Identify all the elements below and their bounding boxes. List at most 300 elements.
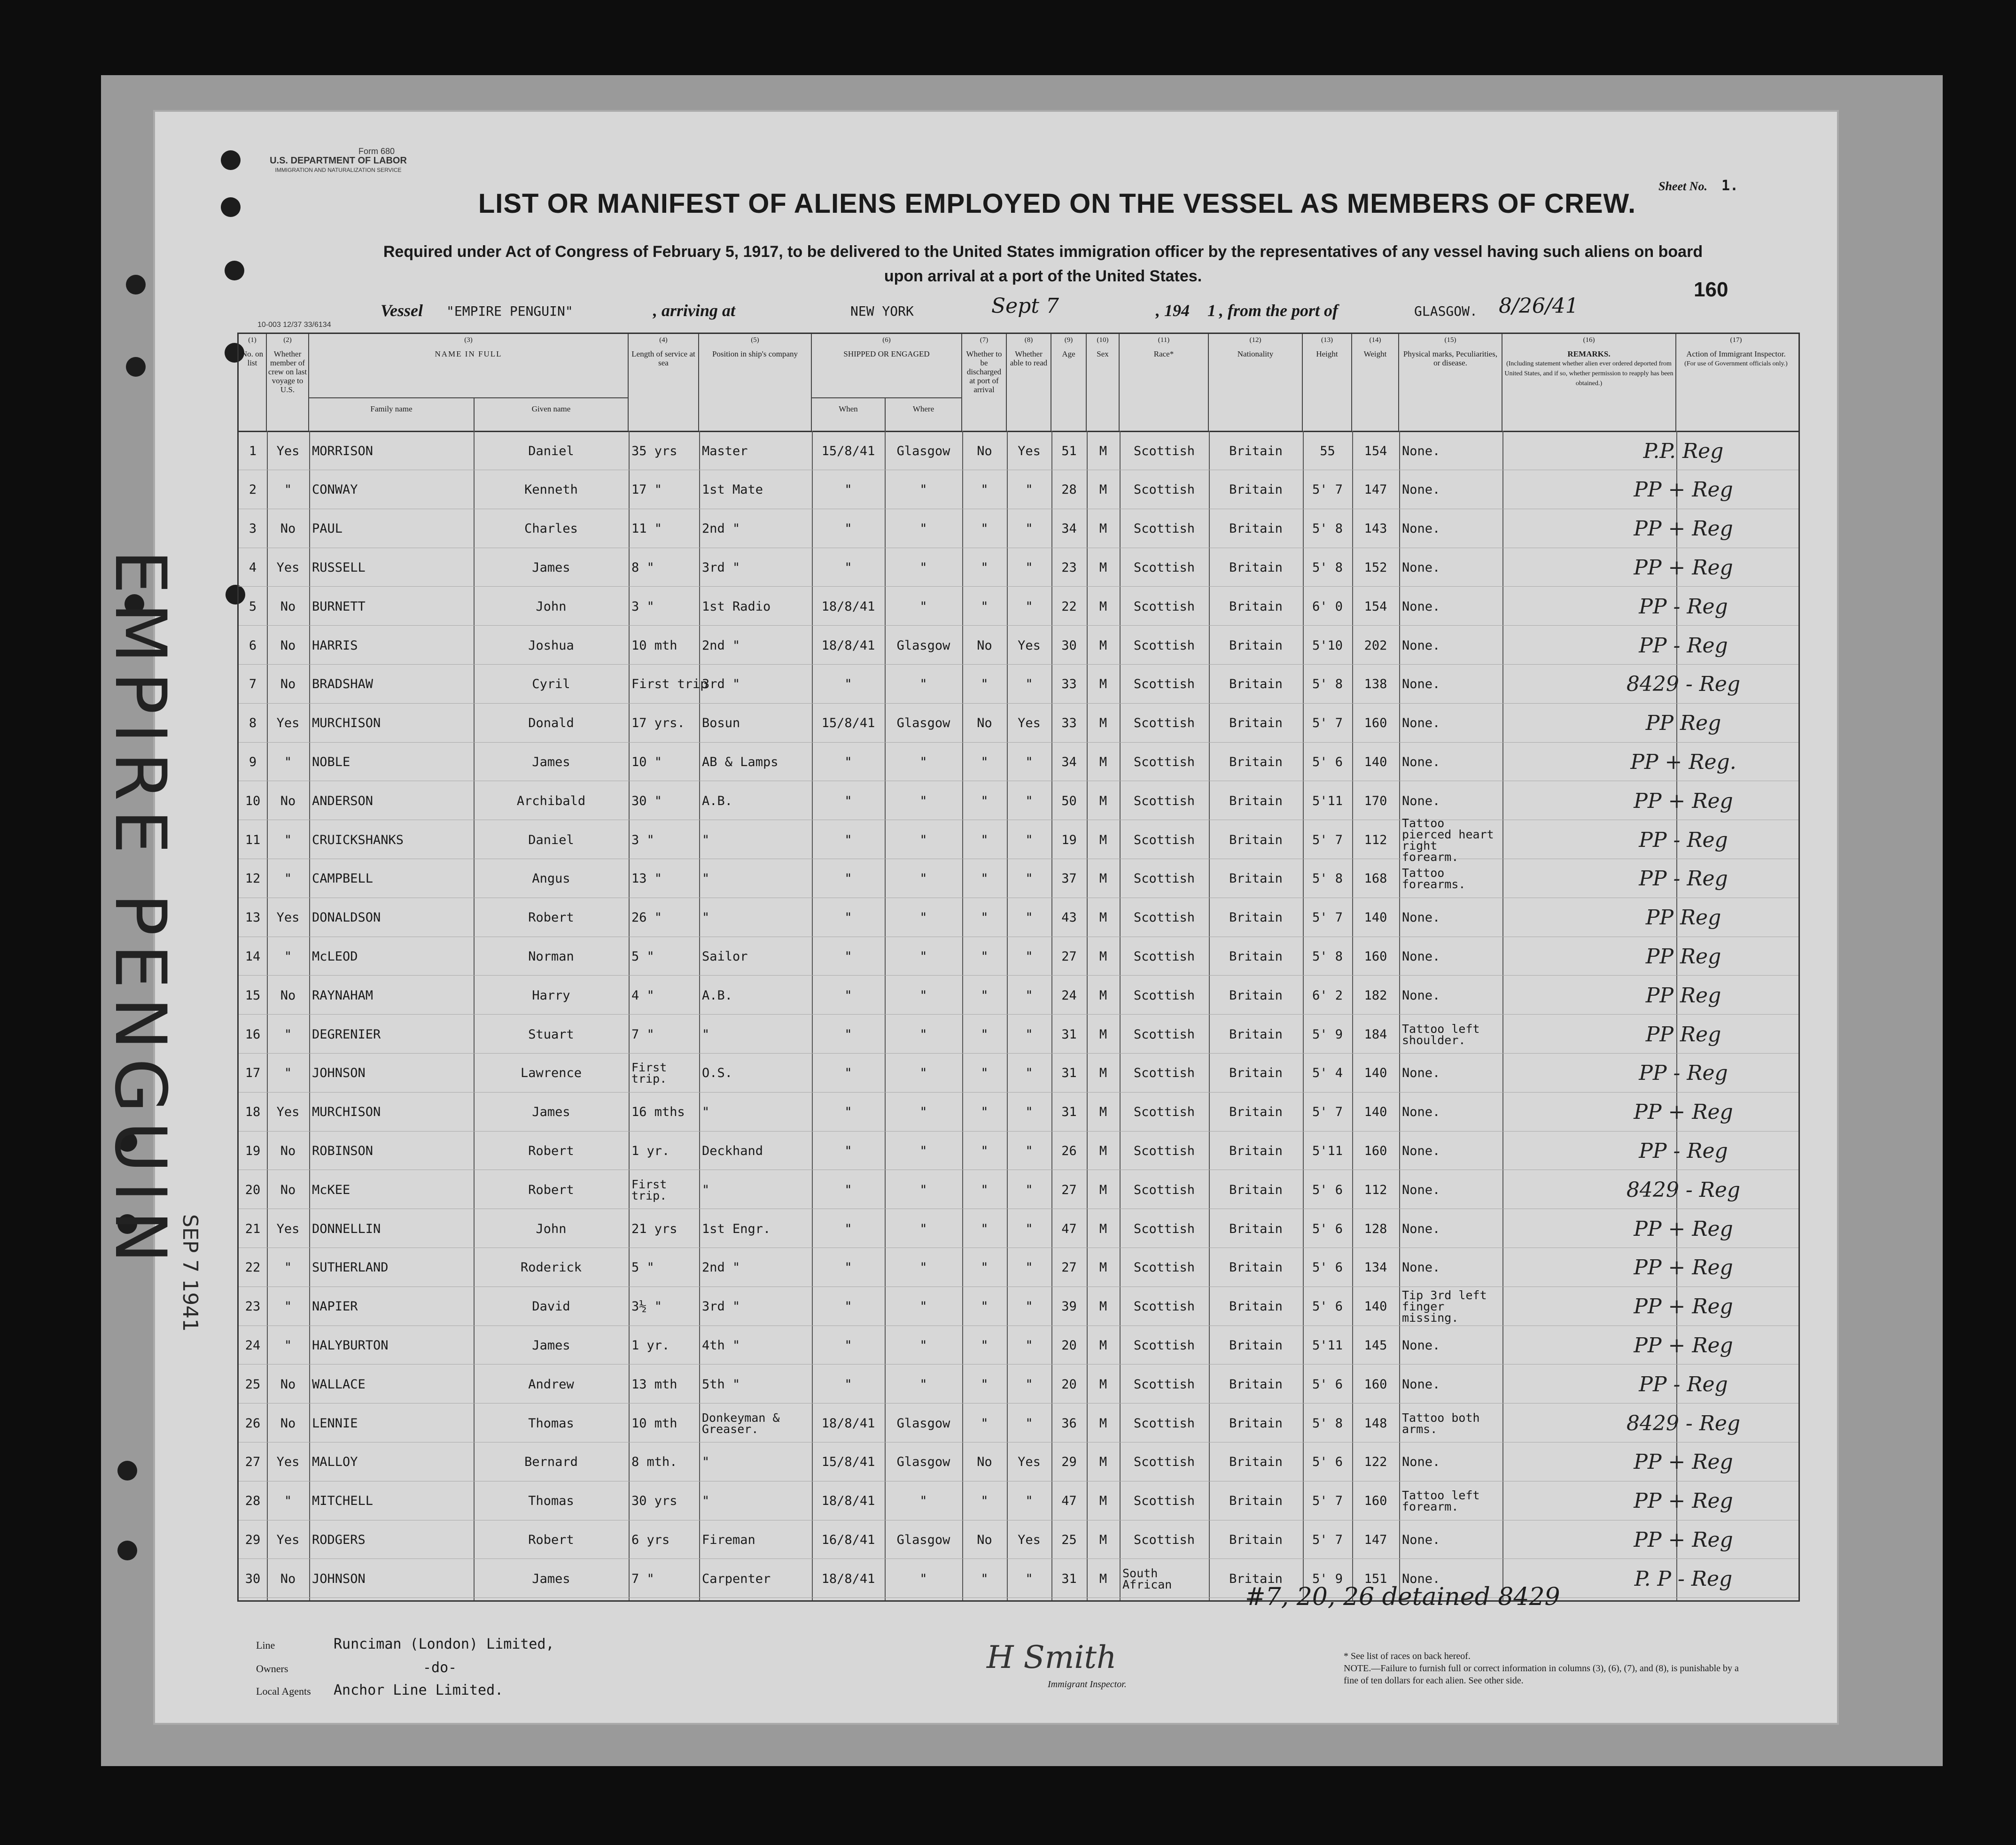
punch-hole	[126, 275, 146, 295]
cell-read: "	[1025, 1027, 1033, 1042]
cell-when: "	[844, 1066, 852, 1081]
form-header-block	[263, 147, 413, 175]
document-title: LIST OR MANIFEST OF ALIENS EMPLOYED ON THE VESSEL AS MEMBERS OF CREW.	[478, 188, 1636, 219]
cell-age: 27	[1061, 949, 1077, 964]
cell-service: 8 mth.	[631, 1455, 677, 1470]
cell-given: Thomas	[528, 1494, 574, 1509]
cell-nat: Britain	[1229, 793, 1283, 808]
cell-marks: None.	[1402, 949, 1440, 964]
header-remarks-note: (Including statement whether alien ever ordered deported from United States, and if so, whether permission to reapply has been obtained.)	[1504, 360, 1674, 387]
cell-disch: "	[981, 1105, 989, 1120]
cell-nat: Britain	[1229, 1377, 1283, 1392]
cell-last: No	[280, 988, 296, 1003]
cell-height: 5'10	[1312, 638, 1343, 653]
cell-age: 29	[1061, 1455, 1077, 1470]
cell-race: Scottish	[1133, 910, 1195, 925]
cell-nat: Britain	[1229, 1105, 1283, 1120]
cell-service: First trip	[631, 677, 708, 692]
cell-nat: Britain	[1229, 677, 1283, 692]
header-position	[699, 334, 812, 431]
cell-when: 18/8/41	[821, 1571, 875, 1586]
cell-no: 17	[245, 1066, 261, 1081]
header-label: Whether member of crew on last voyage to U.S.	[268, 349, 307, 394]
cell-age: 31	[1061, 1066, 1077, 1081]
cell-disch: "	[981, 1338, 989, 1353]
cell-marks: None.	[1402, 1532, 1440, 1547]
cell-height: 55	[1320, 443, 1335, 458]
cell-height: 5' 6	[1312, 1377, 1343, 1392]
cell-family: CONWAY	[312, 482, 358, 497]
header-label: REMARKS.	[1567, 349, 1611, 358]
cell-disch: "	[981, 1027, 989, 1042]
detained-annotation: #7, 20, 26 detained 8429	[1245, 1583, 1560, 1611]
cell-read: "	[1025, 793, 1033, 808]
cell-nat: Britain	[1229, 988, 1283, 1003]
cell-service: First trip.	[631, 1177, 667, 1202]
cell-nat: Britain	[1229, 521, 1283, 536]
cell-age: 20	[1061, 1377, 1077, 1392]
cell-nat: Britain	[1229, 1066, 1283, 1081]
header-label: Height	[1316, 349, 1338, 358]
cell-family: BURNETT	[312, 599, 366, 614]
cell-read: "	[1025, 1416, 1033, 1431]
cell-when: "	[844, 988, 852, 1003]
cell-last: Yes	[276, 1105, 300, 1120]
cell-where: Glasgow	[896, 716, 950, 731]
cell-marks: None.	[1402, 599, 1440, 614]
cell-height: 5' 8	[1312, 1416, 1343, 1431]
cell-disch: "	[981, 1260, 989, 1275]
cell-sex: M	[1099, 1532, 1107, 1547]
cell-family: CAMPBELL	[312, 871, 374, 886]
cell-weight: 147	[1364, 482, 1387, 497]
cell-race: Scottish	[1133, 1221, 1195, 1236]
cell-nat: Britain	[1229, 599, 1283, 614]
cell-race: Scottish	[1133, 871, 1195, 886]
cell-height: 5' 7	[1312, 832, 1343, 847]
cell-sex: M	[1099, 1066, 1107, 1081]
cell-when: "	[844, 754, 852, 769]
cell-last: "	[284, 1027, 292, 1042]
cell-last: Yes	[276, 1532, 300, 1547]
cell-last: No	[280, 599, 296, 614]
cell-marks: None.	[1402, 1455, 1440, 1470]
cell-where: "	[919, 1299, 927, 1314]
cell-weight: 154	[1364, 599, 1387, 614]
cell-sex: M	[1099, 988, 1107, 1003]
cell-no: 14	[245, 949, 261, 964]
cell-race: Scottish	[1133, 599, 1195, 614]
header-label: Race*	[1153, 349, 1174, 358]
footer-note	[1344, 1650, 1752, 1687]
cell-nat: Britain	[1229, 1221, 1283, 1236]
cell-where: "	[919, 1571, 927, 1586]
cell-where: "	[919, 754, 927, 769]
cell-height: 5' 7	[1312, 1494, 1343, 1509]
cell-marks: None.	[1402, 1105, 1440, 1120]
document-subtitle: Required under Act of Congress of February 5, 1917, to be delivered to the United States immigration officer by the representatives of any vessel having such aliens on board upon arrival at a port of the United States.	[383, 243, 1703, 285]
cell-family: RAYNAHAM	[312, 988, 374, 1003]
cell-marks: Tip 3rd left finger missing.	[1402, 1288, 1487, 1325]
cell-height: 5' 9	[1312, 1571, 1343, 1586]
arrival-date-handwritten: Sept 7	[991, 294, 1059, 318]
cell-given: James	[532, 560, 570, 575]
cell-family: JOHNSON	[312, 1571, 366, 1586]
cell-where: "	[919, 1260, 927, 1275]
header-index: (7)	[980, 336, 989, 344]
cell-nat: Britain	[1229, 1416, 1283, 1431]
cell-no: 4	[249, 560, 257, 575]
cell-service: 21 yrs	[631, 1221, 677, 1236]
cell-given: Joshua	[528, 638, 574, 653]
from-date-handwritten: 8/26/41	[1499, 294, 1579, 318]
table-row	[239, 1094, 1798, 1132]
cell-last: "	[284, 754, 292, 769]
cell-marks: Tattoo forearms.	[1402, 866, 1466, 891]
cell-nat: Britain	[1229, 1143, 1283, 1158]
cell-height: 6' 2	[1312, 988, 1343, 1003]
cell-when: 18/8/41	[821, 1416, 875, 1431]
cell-when: "	[844, 482, 852, 497]
cell-age: 26	[1061, 1143, 1077, 1158]
cell-weight: 160	[1364, 716, 1387, 731]
cell-last: Yes	[276, 716, 300, 731]
cell-weight: 184	[1364, 1027, 1387, 1042]
cell-family: ROBINSON	[312, 1143, 374, 1158]
cell-last: "	[284, 482, 292, 497]
cell-weight: 138	[1364, 677, 1387, 692]
cell-action: P.P. Reg	[1643, 439, 1724, 463]
cell-weight: 112	[1364, 1182, 1387, 1197]
punch-hole	[221, 197, 241, 217]
cell-race: Scottish	[1133, 1260, 1195, 1275]
cell-position: O.S.	[702, 1066, 733, 1081]
cell-given: Bernard	[524, 1455, 578, 1470]
header-index: (12)	[1249, 336, 1261, 344]
cell-action: PP + Reg	[1634, 1527, 1733, 1552]
cell-race: South African	[1122, 1566, 1172, 1591]
cell-race: Scottish	[1133, 1182, 1195, 1197]
cell-given: Robert	[528, 1143, 574, 1158]
cell-nat: Britain	[1229, 871, 1283, 886]
cell-position: 2nd "	[702, 638, 740, 653]
cell-read: "	[1025, 1299, 1033, 1314]
cell-position: Carpenter	[702, 1571, 771, 1586]
cell-marks: Tattoo left shoulder.	[1402, 1022, 1480, 1047]
cell-service: 10 mth	[631, 1416, 677, 1431]
cell-family: JOHNSON	[312, 1066, 366, 1081]
cell-race: Scottish	[1133, 638, 1195, 653]
cell-disch: "	[981, 677, 989, 692]
cell-family: MURCHISON	[312, 1105, 381, 1120]
cell-family: NOBLE	[312, 754, 350, 769]
cell-disch: "	[981, 1494, 989, 1509]
cell-marks: None.	[1402, 1221, 1440, 1236]
cell-action: PP + Reg	[1634, 1450, 1733, 1474]
cell-given: Thomas	[528, 1416, 574, 1431]
cell-age: 31	[1061, 1027, 1077, 1042]
cell-weight: 128	[1364, 1221, 1387, 1236]
cell-nat: Britain	[1229, 1338, 1283, 1353]
cell-given: Norman	[528, 949, 574, 964]
races-note: * See list of races on back hereof.	[1344, 1651, 1471, 1661]
header-age	[1051, 334, 1087, 431]
cell-service: 13 "	[631, 871, 662, 886]
cell-when: 18/8/41	[821, 599, 875, 614]
cell-read: "	[1025, 482, 1033, 497]
cell-position: 3rd "	[702, 1299, 740, 1314]
page-number: 160	[1694, 278, 1728, 301]
cell-when: "	[844, 910, 852, 925]
cell-no: 23	[245, 1299, 261, 1314]
table-row	[239, 1327, 1798, 1364]
vessel-name-stamp: EMPIRE PENGUIN	[99, 550, 181, 1272]
cell-disch: "	[981, 1182, 989, 1197]
table-row	[239, 977, 1798, 1015]
cell-marks: None.	[1402, 1377, 1440, 1392]
header-action	[1676, 334, 1796, 431]
header-service	[629, 334, 699, 431]
cell-read: "	[1025, 521, 1033, 536]
cell-read: "	[1025, 1105, 1033, 1120]
cell-age: 30	[1061, 638, 1077, 653]
cell-marks: None.	[1402, 793, 1440, 808]
table-row	[239, 627, 1798, 665]
cell-position: 2nd "	[702, 1260, 740, 1275]
cell-weight: 182	[1364, 988, 1387, 1003]
cell-marks: Tattoo pierced heart right forearm.	[1402, 816, 1494, 864]
header-name	[309, 334, 629, 431]
cell-marks: None.	[1402, 1260, 1440, 1275]
cell-disch: "	[981, 988, 989, 1003]
cell-disch: "	[981, 560, 989, 575]
cell-age: 33	[1061, 677, 1077, 692]
header-index: (2)	[283, 336, 292, 344]
cell-action: 8429 - Reg	[1626, 1178, 1741, 1202]
cell-marks: None.	[1402, 560, 1440, 575]
cell-when: 15/8/41	[821, 443, 875, 458]
cell-race: Scottish	[1133, 482, 1195, 497]
cell-read: "	[1025, 910, 1033, 925]
cell-service: 35 yrs	[631, 443, 677, 458]
table-header	[239, 334, 1798, 432]
from-port: GLASGOW.	[1414, 303, 1478, 319]
cell-height: 5' 8	[1312, 949, 1343, 964]
cell-disch: No	[977, 716, 992, 731]
cell-no: 18	[245, 1105, 261, 1120]
cell-no: 11	[245, 832, 261, 847]
cell-read: "	[1025, 754, 1033, 769]
cell-nat: Britain	[1229, 1532, 1283, 1547]
arriving-label: , arriving at	[653, 301, 736, 320]
cell-when: "	[844, 1182, 852, 1197]
header-label: Whether able to read	[1010, 349, 1048, 367]
cell-position: "	[702, 832, 710, 847]
cell-weight: 151	[1364, 1571, 1387, 1586]
cell-where: "	[919, 1494, 927, 1509]
header-label: Age	[1062, 349, 1075, 358]
cell-when: "	[844, 1299, 852, 1314]
header-read	[1007, 334, 1051, 431]
cell-action: PP + Reg	[1634, 789, 1733, 813]
cell-weight: 143	[1364, 521, 1387, 536]
cell-height: 5' 6	[1312, 1455, 1343, 1470]
table-row	[239, 1444, 1798, 1481]
cell-disch: "	[981, 832, 989, 847]
cell-no: 29	[245, 1532, 261, 1547]
cell-age: 43	[1061, 910, 1077, 925]
cell-height: 5' 8	[1312, 560, 1343, 575]
cell-marks: None.	[1402, 910, 1440, 925]
cell-given: Cyril	[532, 677, 570, 692]
cell-height: 5' 6	[1312, 1299, 1343, 1314]
cell-last: No	[280, 1143, 296, 1158]
cell-last: "	[284, 1260, 292, 1275]
header-remarks	[1502, 334, 1676, 431]
vessel-name: "EMPIRE PENGUIN"	[446, 303, 573, 319]
from-port-label: , from the port of	[1219, 301, 1339, 320]
document-reference: 10-003 12/37 33/6134	[257, 321, 331, 329]
cell-disch: "	[981, 1377, 989, 1392]
cell-service: 6 yrs	[631, 1532, 670, 1547]
cell-age: 37	[1061, 871, 1077, 886]
cell-position: "	[702, 1455, 710, 1470]
punch-hole	[126, 357, 146, 377]
cell-sex: M	[1099, 1571, 1107, 1586]
cell-age: 39	[1061, 1299, 1077, 1314]
table-row	[239, 1560, 1798, 1598]
cell-marks: None.	[1402, 638, 1440, 653]
cell-position: 4th "	[702, 1338, 740, 1353]
cell-read: "	[1025, 560, 1033, 575]
cell-service: 1 yr.	[631, 1338, 670, 1353]
cell-when: 15/8/41	[821, 1455, 875, 1470]
table-row	[239, 1249, 1798, 1287]
cell-no: 30	[245, 1571, 261, 1586]
header-index: (9)	[1064, 336, 1073, 344]
cell-last: No	[280, 677, 296, 692]
cell-when: "	[844, 677, 852, 692]
cell-read: "	[1025, 832, 1033, 847]
cell-position: "	[702, 1494, 710, 1509]
cell-when: "	[844, 1260, 852, 1275]
cell-service: 13 mth	[631, 1377, 677, 1392]
cell-given: James	[532, 1338, 570, 1353]
cell-position: Sailor	[702, 949, 748, 964]
sheet-value: 1.	[1721, 178, 1739, 194]
form-number: Form 680	[358, 147, 395, 156]
cell-race: Scottish	[1133, 521, 1195, 536]
cell-position: Bosun	[702, 716, 740, 731]
cell-no: 19	[245, 1143, 261, 1158]
header-label: SHIPPED OR ENGAGED	[843, 349, 930, 358]
cell-given: Daniel	[528, 832, 574, 847]
cell-given: Robert	[528, 910, 574, 925]
cell-race: Scottish	[1133, 1494, 1195, 1509]
cell-read: Yes	[1018, 443, 1041, 458]
cell-position: A.B.	[702, 793, 733, 808]
cell-race: Scottish	[1133, 1455, 1195, 1470]
cell-action: PP + Reg	[1634, 1333, 1733, 1357]
cell-where: "	[919, 910, 927, 925]
cell-age: 23	[1061, 560, 1077, 575]
cell-action: PP - Reg	[1639, 1139, 1728, 1163]
cell-height: 5'11	[1312, 1338, 1343, 1353]
cell-height: 5' 6	[1312, 1182, 1343, 1197]
cell-action: PP - Reg	[1639, 1061, 1728, 1085]
header-sex	[1087, 334, 1120, 431]
cell-where: Glasgow	[896, 1416, 950, 1431]
cell-no: 9	[249, 754, 257, 769]
cell-no: 15	[245, 988, 261, 1003]
cell-read: "	[1025, 1260, 1033, 1275]
cell-marks: None.	[1402, 988, 1440, 1003]
cell-family: MITCHELL	[312, 1494, 374, 1509]
cell-family: HALYBURTON	[312, 1338, 389, 1353]
cell-last: No	[280, 638, 296, 653]
cell-height: 5' 8	[1312, 677, 1343, 692]
cell-marks: None.	[1402, 1338, 1440, 1353]
cell-position: 2nd "	[702, 521, 740, 536]
cell-nat: Britain	[1229, 1182, 1283, 1197]
cell-height: 5' 7	[1312, 1532, 1343, 1547]
cell-action: P. P - Reg	[1634, 1566, 1733, 1591]
cell-service: 30 "	[631, 793, 662, 808]
cell-when: "	[844, 793, 852, 808]
cell-action: PP Reg	[1645, 711, 1721, 736]
cell-sex: M	[1099, 638, 1107, 653]
cell-where: "	[919, 1221, 927, 1236]
cell-action: 8429 - Reg	[1626, 672, 1741, 697]
cell-marks: None.	[1402, 1143, 1440, 1158]
cell-when: "	[844, 1377, 852, 1392]
cell-service: 7 "	[631, 1027, 654, 1042]
cell-family: SUTHERLAND	[312, 1260, 389, 1275]
cell-position: 1st Engr.	[702, 1221, 771, 1236]
cell-sex: M	[1099, 1377, 1107, 1392]
cell-weight: 160	[1364, 1494, 1387, 1509]
cell-age: 31	[1061, 1571, 1077, 1586]
cell-weight: 202	[1364, 638, 1387, 653]
table-row	[239, 433, 1798, 470]
cell-where: "	[919, 1143, 927, 1158]
cell-race: Scottish	[1133, 1416, 1195, 1431]
cell-when: 16/8/41	[821, 1532, 875, 1547]
cell-position: 1st Mate	[702, 482, 763, 497]
cell-nat: Britain	[1229, 1260, 1283, 1275]
cell-given: James	[532, 1105, 570, 1120]
cell-no: 25	[245, 1377, 261, 1392]
penalty-note: NOTE.—Failure to furnish full or correct information in columns (3), (6), (7), and (8), is punishable by a fine of ten dollars for each alien. See other side.	[1344, 1663, 1739, 1686]
cell-height: 5'11	[1312, 1143, 1343, 1158]
cell-last: No	[280, 1571, 296, 1586]
table-row	[239, 705, 1798, 743]
table-row	[239, 938, 1798, 976]
header-index: (6)	[882, 336, 891, 344]
cell-family: MORRISON	[312, 443, 374, 458]
cell-last: Yes	[276, 910, 300, 925]
cell-family: LENNIE	[312, 1416, 358, 1431]
cell-given: Lawrence	[520, 1066, 582, 1081]
cell-race: Scottish	[1133, 832, 1195, 847]
cell-where: "	[919, 677, 927, 692]
cell-given: James	[532, 754, 570, 769]
cell-action: PP - Reg	[1639, 1372, 1728, 1396]
cell-action: PP Reg	[1645, 906, 1721, 930]
cell-weight: 160	[1364, 949, 1387, 964]
cell-no: 5	[249, 599, 257, 614]
cell-weight: 134	[1364, 1260, 1387, 1275]
